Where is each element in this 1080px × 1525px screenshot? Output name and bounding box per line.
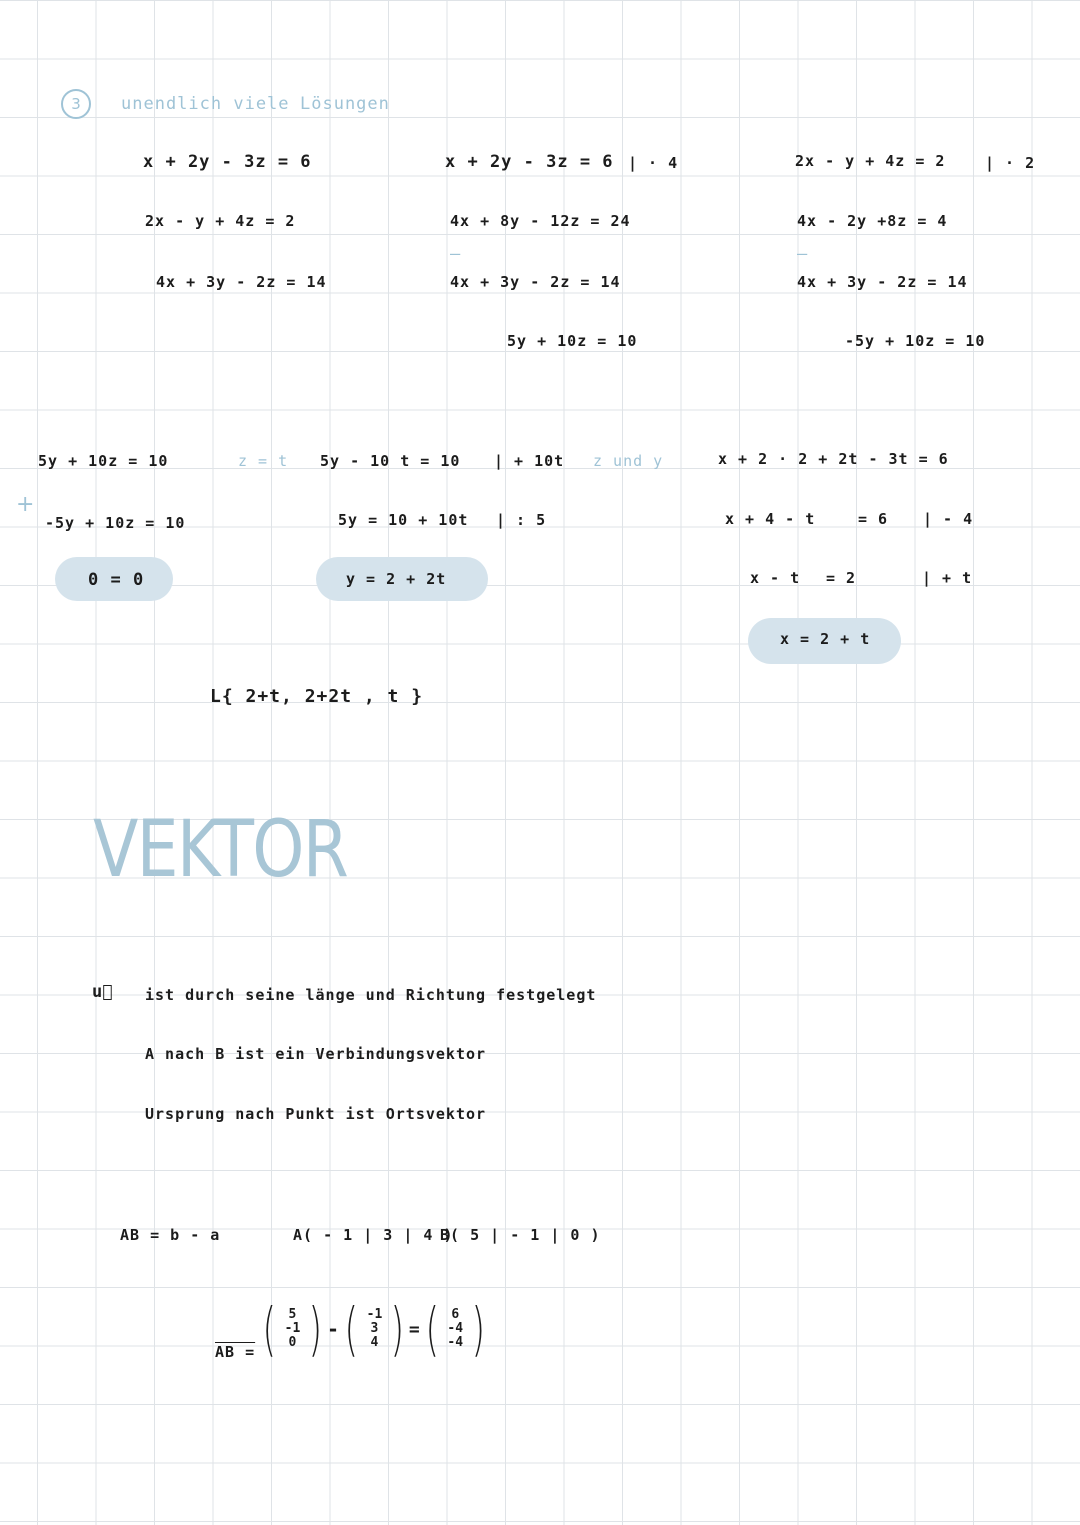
sum-row2: -5y + 10z = 10 — [45, 514, 186, 532]
elim-b-row1: 2x - y + 4z = 2 — [795, 152, 946, 170]
vektor-line1: ist durch seine länge und Richtung festgelegt — [145, 986, 597, 1004]
sum-result: 0 = 0 — [88, 570, 145, 590]
vector-result — [443, 1308, 467, 1350]
vector-result-y: -4 — [447, 1321, 464, 1336]
solve-x-eq1: x + 2 · 2 + 2t - 3t = 6 — [718, 450, 949, 468]
param-zt: z = t — [238, 452, 289, 470]
elim-b-factor: | · 2 — [985, 154, 1036, 172]
vector-result-x: 6 — [451, 1307, 460, 1322]
param-eq: 5y - 10 t = 10 — [320, 452, 461, 470]
solve-x-eq2: x + 4 - t — [725, 510, 816, 528]
solve-x-rhs2: = 6 — [858, 510, 889, 528]
section-number-badge: 3 — [61, 89, 91, 119]
paren-open-icon: ( — [262, 1295, 277, 1363]
sum-row1: 5y + 10z = 10 — [38, 452, 169, 470]
system-eq2: 2x - y + 4z = 2 — [145, 212, 296, 230]
heading-infinite: unendlich viele — [121, 94, 290, 114]
param-note: z und y — [593, 452, 664, 470]
vektor-title: VEKTOR — [93, 805, 348, 895]
system-eq1: x + 2y - 3z = 6 — [143, 152, 312, 172]
paren-close-icon: ) — [471, 1295, 486, 1363]
system-eq3: 4x + 3y - 2z = 14 — [156, 273, 327, 291]
heading-solutions: Lösungen — [300, 94, 390, 114]
vector-b — [281, 1308, 305, 1350]
ab-label: AB = — [215, 1343, 256, 1361]
vector-result-z: -4 — [447, 1335, 464, 1350]
param-op1: | + 10t — [494, 452, 565, 470]
vektor-line2: A nach B ist ein Verbindungsvektor — [145, 1045, 487, 1063]
paren-open-icon: ( — [344, 1295, 359, 1363]
elim-a-factor: | · 4 — [628, 154, 679, 172]
vector-a-y: 3 — [370, 1321, 379, 1336]
vektor-formula: AB = b - a — [120, 1226, 221, 1244]
param-result: y = 2 + 2t — [346, 570, 447, 588]
elim-b-minus-sign: – — [797, 244, 809, 264]
point-a: A( - 1 | 3 | 4 ) — [293, 1226, 454, 1244]
param-eq2: 5y = 10 + 10t — [338, 511, 469, 529]
param-op2: | : 5 — [496, 511, 547, 529]
paren-open-icon: ( — [425, 1295, 439, 1363]
solution-set: L{ 2+t, 2+2t , t } — [210, 686, 424, 707]
vektor-line3: Ursprung nach Punkt ist Ortsvektor — [145, 1105, 487, 1123]
elim-a-minus-sign: – — [450, 244, 462, 264]
vector-calculation — [258, 1295, 490, 1363]
vector-a — [363, 1308, 387, 1350]
vector-b-z: 0 — [288, 1335, 297, 1350]
solve-x-op2: | - 4 — [923, 510, 974, 528]
vector-b-x: 5 — [288, 1307, 297, 1322]
elim-a-row3: 4x + 3y - 2z = 14 — [450, 273, 621, 291]
vector-equals: = — [408, 1318, 421, 1340]
vector-a-x: -1 — [366, 1307, 383, 1322]
elim-b-row3: 4x + 3y - 2z = 14 — [797, 273, 968, 291]
solve-x-eq3: x - t — [750, 569, 801, 587]
vector-a-z: 4 — [370, 1335, 379, 1350]
elim-a-row2: 4x + 8y - 12z = 24 — [450, 212, 631, 230]
plus-sign: + — [16, 492, 35, 517]
solve-x-result: x = 2 + t — [780, 630, 871, 648]
vector-minus: - — [326, 1317, 340, 1341]
solve-x-rhs3: = 2 — [826, 569, 857, 587]
paren-close-icon: ) — [390, 1295, 405, 1363]
vector-symbol: u⃗ — [92, 982, 114, 1002]
vector-b-y: -1 — [284, 1321, 301, 1336]
elim-b-result: -5y + 10z = 10 — [845, 332, 986, 350]
elim-a-result: 5y + 10z = 10 — [507, 332, 638, 350]
elim-b-row2: 4x - 2y +8z = 4 — [797, 212, 948, 230]
point-b: B( 5 | - 1 | 0 ) — [440, 1226, 601, 1244]
paren-close-icon: ) — [308, 1295, 323, 1363]
elim-a-row1: x + 2y - 3z = 6 — [445, 152, 614, 172]
solve-x-op3: | + t — [922, 569, 973, 587]
